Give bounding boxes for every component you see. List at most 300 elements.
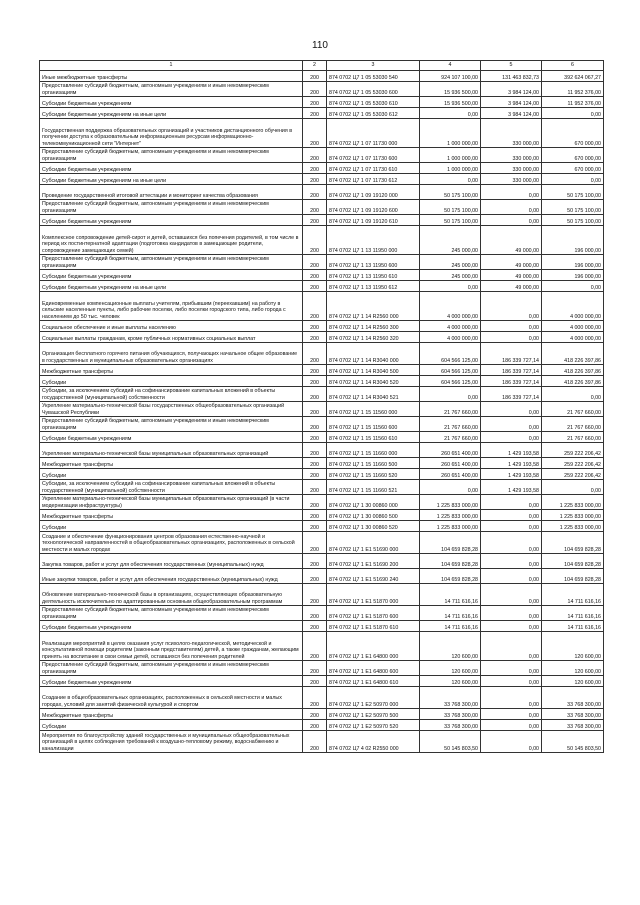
row-classification-cell: 874 0702 Ц7 1 13 11950 000	[327, 226, 420, 255]
row-code-cell: 200	[303, 632, 327, 661]
row-name-cell: Организация бесплатного горячего питания обучающихся, получающих начальное общее образование в государственных и муниципальных образовательных организациях	[40, 343, 303, 365]
table-row	[40, 584, 604, 606]
row-value-col5-cell: 0,00	[481, 632, 542, 661]
row-name-cell: Субсидии бюджетным учреждениям	[40, 270, 303, 281]
row-code-cell: 200	[303, 532, 327, 554]
table-row	[40, 417, 604, 432]
table-row	[40, 687, 604, 709]
row-code-cell: 200	[303, 321, 327, 332]
row-value-col6-cell: 259 222 206,42	[542, 469, 604, 480]
row-code-cell: 200	[303, 292, 327, 321]
table-row	[40, 443, 604, 458]
row-value-col4-cell: 14 711 616,16	[420, 584, 481, 606]
table-row	[40, 97, 604, 108]
row-classification-cell: 874 0702 Ц7 4 02 R2550 000	[327, 731, 420, 753]
row-name-cell: Субсидии	[40, 376, 303, 387]
row-name-cell: Создание и обеспечение функционирования центров образования естественно-научной и технологической направленностей в общеобразовательных организациях, расположенных в сельской местности и малых городах	[40, 532, 303, 554]
row-classification-cell: 874 0702 Ц7 1 E1 64800 610	[327, 676, 420, 687]
row-value-col5-cell: 49 000,00	[481, 226, 542, 255]
row-value-col5-cell: 131 463 832,73	[481, 71, 542, 82]
row-classification-cell: 874 0702 Ц7 1 E2 50970 500	[327, 709, 420, 720]
row-code-cell: 200	[303, 720, 327, 731]
row-value-col6-cell: 1 225 833 000,00	[542, 510, 604, 521]
row-value-col4-cell: 104 659 828,28	[420, 554, 481, 569]
row-classification-cell: 874 0702 Ц7 1 E1 51870 600	[327, 606, 420, 621]
row-value-col4-cell: 1 225 833 000,00	[420, 521, 481, 532]
row-name-cell: Государственная поддержка образовательных организаций и участников дистанционного обучения в получении доступа к образовательным информационным ресурсам информационно-телекоммуникационной сети "Интернет"	[40, 119, 303, 148]
row-classification-cell: 874 0702 Ц7 1 07 11730 600	[327, 148, 420, 163]
row-value-col4-cell: 924 107 100,00	[420, 71, 481, 82]
row-value-col4-cell: 1 225 833 000,00	[420, 510, 481, 521]
row-name-cell: Укрепление материально-технической базы муниципальных образовательных организаций (в части модернизации инфраструктуры)	[40, 495, 303, 510]
row-name-cell: Субсидии бюджетным учреждениям на иные цели	[40, 108, 303, 119]
row-name-cell: Межбюджетные трансферты	[40, 510, 303, 521]
table-row	[40, 709, 604, 720]
row-name-cell: Мероприятия по благоустройству зданий государственных и муниципальных общеобразовательных организаций в целях соблюдения требований к воздушно-тепловому режиму, водоснабжению и канализации	[40, 731, 303, 753]
row-value-col5-cell: 0,00	[481, 200, 542, 215]
row-value-col5-cell: 1 429 193,58	[481, 443, 542, 458]
row-value-col4-cell: 33 768 300,00	[420, 709, 481, 720]
row-value-col4-cell: 4 000 000,00	[420, 321, 481, 332]
row-value-col6-cell: 120 600,00	[542, 661, 604, 676]
row-value-col5-cell: 3 984 124,00	[481, 108, 542, 119]
row-value-col6-cell: 0,00	[542, 174, 604, 185]
row-value-col6-cell: 259 222 206,42	[542, 458, 604, 469]
table-row	[40, 469, 604, 480]
row-value-col4-cell: 21 767 660,00	[420, 417, 481, 432]
table-row	[40, 226, 604, 255]
row-value-col6-cell: 418 226 397,86	[542, 376, 604, 387]
row-value-col5-cell: 186 339 727,14	[481, 376, 542, 387]
row-classification-cell: 874 0702 Ц7 1 E1 64800 600	[327, 661, 420, 676]
row-value-col6-cell: 670 000,00	[542, 148, 604, 163]
row-classification-cell: 874 0702 Ц7 1 09 19120 000	[327, 185, 420, 200]
table-row	[40, 554, 604, 569]
row-value-col6-cell: 11 952 376,00	[542, 82, 604, 97]
row-classification-cell: 874 0702 Ц7 1 13 11950 600	[327, 255, 420, 270]
row-value-col5-cell: 1 429 193,58	[481, 480, 542, 495]
row-classification-cell: 874 0702 Ц7 1 15 11560 600	[327, 417, 420, 432]
column-header: 3	[327, 61, 420, 71]
row-classification-cell: 874 0702 Ц7 1 14 R3040 500	[327, 365, 420, 376]
row-value-col6-cell: 33 768 300,00	[542, 687, 604, 709]
row-value-col5-cell: 0,00	[481, 606, 542, 621]
row-value-col4-cell: 50 175 100,00	[420, 215, 481, 226]
row-value-col6-cell: 4 000 000,00	[542, 321, 604, 332]
column-header: 6	[542, 61, 604, 71]
row-value-col6-cell: 0,00	[542, 108, 604, 119]
row-value-col6-cell: 33 768 300,00	[542, 709, 604, 720]
row-value-col6-cell: 418 226 397,86	[542, 365, 604, 376]
row-classification-cell: 874 0702 Ц7 1 15 11660 521	[327, 480, 420, 495]
row-code-cell: 200	[303, 108, 327, 119]
row-name-cell: Субсидии бюджетным учреждениям	[40, 215, 303, 226]
row-code-cell: 200	[303, 255, 327, 270]
row-value-col6-cell: 196 000,00	[542, 226, 604, 255]
row-value-col6-cell: 50 175 100,00	[542, 185, 604, 200]
table-row	[40, 321, 604, 332]
row-value-col4-cell: 245 000,00	[420, 270, 481, 281]
row-value-col6-cell: 21 767 660,00	[542, 402, 604, 417]
row-classification-cell: 874 0702 Ц7 1 09 19120 600	[327, 200, 420, 215]
row-code-cell: 200	[303, 174, 327, 185]
row-code-cell: 200	[303, 119, 327, 148]
row-name-cell: Предоставление субсидий бюджетным, автономным учреждениям и иным некоммерческим организациям	[40, 606, 303, 621]
row-value-col6-cell: 33 768 300,00	[542, 720, 604, 731]
table-row	[40, 343, 604, 365]
row-value-col4-cell: 104 659 828,28	[420, 569, 481, 584]
row-code-cell: 200	[303, 443, 327, 458]
row-classification-cell: 874 0702 Ц7 1 15 11660 500	[327, 458, 420, 469]
row-value-col4-cell: 50 175 100,00	[420, 200, 481, 215]
column-header: 4	[420, 61, 481, 71]
row-value-col5-cell: 0,00	[481, 687, 542, 709]
row-classification-cell: 874 0702 Ц7 1 E2 50970 520	[327, 720, 420, 731]
table-row	[40, 402, 604, 417]
row-value-col5-cell: 0,00	[481, 569, 542, 584]
row-name-cell: Социальное обеспечение и иные выплаты населению	[40, 321, 303, 332]
row-name-cell: Субсидии	[40, 521, 303, 532]
table-row	[40, 521, 604, 532]
row-code-cell: 200	[303, 387, 327, 402]
row-value-col6-cell: 50 175 100,00	[542, 215, 604, 226]
row-classification-cell: 874 0702 Ц7 1 E1 51870 610	[327, 621, 420, 632]
table-row	[40, 281, 604, 292]
row-name-cell: Межбюджетные трансферты	[40, 709, 303, 720]
row-value-col5-cell: 0,00	[481, 332, 542, 343]
table-row	[40, 119, 604, 148]
row-value-col4-cell: 50 175 100,00	[420, 185, 481, 200]
row-code-cell: 200	[303, 687, 327, 709]
row-classification-cell: 874 0702 Ц7 1 E1 51690 240	[327, 569, 420, 584]
table-row	[40, 200, 604, 215]
row-classification-cell: 874 0702 Ц7 1 E2 50970 000	[327, 687, 420, 709]
row-value-col5-cell: 0,00	[481, 676, 542, 687]
budget-table-wrapper	[39, 60, 603, 753]
row-value-col4-cell: 14 711 616,16	[420, 621, 481, 632]
row-value-col4-cell: 0,00	[420, 480, 481, 495]
row-value-col4-cell: 4 000 000,00	[420, 332, 481, 343]
row-classification-cell: 874 0702 Ц7 1 09 19120 610	[327, 215, 420, 226]
row-value-col5-cell: 0,00	[481, 495, 542, 510]
row-value-col4-cell: 1 000 000,00	[420, 163, 481, 174]
row-value-col4-cell: 21 767 660,00	[420, 402, 481, 417]
row-value-col5-cell: 49 000,00	[481, 255, 542, 270]
row-value-col6-cell: 418 226 397,86	[542, 343, 604, 365]
row-value-col6-cell: 104 659 828,28	[542, 554, 604, 569]
row-name-cell: Предоставление субсидий бюджетным, автономным учреждениям и иным некоммерческим организациям	[40, 255, 303, 270]
row-value-col4-cell: 1 000 000,00	[420, 148, 481, 163]
row-code-cell: 200	[303, 215, 327, 226]
table-row	[40, 569, 604, 584]
row-value-col6-cell: 1 225 833 000,00	[542, 495, 604, 510]
row-value-col4-cell: 4 000 000,00	[420, 292, 481, 321]
row-classification-cell: 874 0702 Ц7 1 13 11950 612	[327, 281, 420, 292]
row-name-cell: Реализация мероприятий в целях оказания услуг психолого-педагогической, методической и консультативной помощи родителям (законным представителям) детей, а также гражданам, желающим принять на воспитание в свои семьи детей, оставшихся без попечения родителей	[40, 632, 303, 661]
row-value-col6-cell: 50 145 803,50	[542, 731, 604, 753]
row-classification-cell: 874 0702 Ц7 1 14 R2560 000	[327, 292, 420, 321]
table-row	[40, 661, 604, 676]
table-row	[40, 174, 604, 185]
row-value-col5-cell: 0,00	[481, 521, 542, 532]
row-name-cell: Субсидии, за исключением субсидий на софинансирование капитальных вложений в объекты государственной (муниципальной) собственности	[40, 387, 303, 402]
row-value-col5-cell: 49 000,00	[481, 270, 542, 281]
row-classification-cell: 874 0702 Ц7 1 E1 51870 000	[327, 584, 420, 606]
row-classification-cell: 874 0702 Ц7 1 14 R2560 320	[327, 332, 420, 343]
row-code-cell: 200	[303, 469, 327, 480]
row-name-cell: Субсидии бюджетным учреждениям на иные цели	[40, 174, 303, 185]
table-row	[40, 185, 604, 200]
row-code-cell: 200	[303, 148, 327, 163]
row-value-col5-cell: 0,00	[481, 621, 542, 632]
row-value-col6-cell: 120 600,00	[542, 676, 604, 687]
row-value-col5-cell: 330 000,00	[481, 174, 542, 185]
row-name-cell: Комплексное сопровождение детей-сирот и детей, оставшихся без попечения родителей, в том числе в период их постинтернатной адаптации (подготовка кандидатов в замещающие родители, сопровождение замещающих семей)	[40, 226, 303, 255]
row-value-col5-cell: 330 000,00	[481, 148, 542, 163]
row-code-cell: 200	[303, 185, 327, 200]
row-code-cell: 200	[303, 521, 327, 532]
table-row	[40, 148, 604, 163]
column-number-row	[40, 61, 604, 71]
row-value-col4-cell: 14 711 616,16	[420, 606, 481, 621]
row-value-col4-cell: 120 600,00	[420, 676, 481, 687]
row-value-col6-cell: 196 000,00	[542, 255, 604, 270]
row-value-col4-cell: 21 767 660,00	[420, 432, 481, 443]
row-value-col5-cell: 0,00	[481, 532, 542, 554]
row-code-cell: 200	[303, 270, 327, 281]
row-classification-cell: 874 0702 Ц7 1 E1 51690 200	[327, 554, 420, 569]
row-value-col5-cell: 0,00	[481, 584, 542, 606]
row-name-cell: Предоставление субсидий бюджетным, автономным учреждениям и иным некоммерческим организациям	[40, 148, 303, 163]
row-value-col5-cell: 0,00	[481, 417, 542, 432]
row-name-cell: Предоставление субсидий бюджетным, автономным учреждениям и иным некоммерческим организациям	[40, 661, 303, 676]
row-value-col4-cell: 245 000,00	[420, 226, 481, 255]
row-classification-cell: 874 0702 Ц7 1 05 53030 612	[327, 108, 420, 119]
table-row	[40, 332, 604, 343]
row-classification-cell: 874 0702 Ц7 1 07 11730 610	[327, 163, 420, 174]
table-row	[40, 215, 604, 226]
row-value-col6-cell: 104 659 828,28	[542, 569, 604, 584]
row-value-col4-cell: 120 600,00	[420, 632, 481, 661]
row-value-col4-cell: 0,00	[420, 174, 481, 185]
row-name-cell: Предоставление субсидий бюджетным, автономным учреждениям и иным некоммерческим организациям	[40, 200, 303, 215]
row-classification-cell: 874 0702 Ц7 1 E1 51690 000	[327, 532, 420, 554]
row-value-col6-cell: 50 175 100,00	[542, 200, 604, 215]
row-classification-cell: 874 0702 Ц7 1 05 53030 610	[327, 97, 420, 108]
row-value-col4-cell: 260 651 400,00	[420, 469, 481, 480]
row-code-cell: 200	[303, 569, 327, 584]
row-value-col6-cell: 120 600,00	[542, 632, 604, 661]
row-name-cell: Субсидии	[40, 469, 303, 480]
row-value-col5-cell: 0,00	[481, 185, 542, 200]
row-classification-cell: 874 0702 Ц7 1 15 11660 000	[327, 443, 420, 458]
row-value-col4-cell: 0,00	[420, 281, 481, 292]
row-value-col4-cell: 604 566 125,00	[420, 365, 481, 376]
row-code-cell: 200	[303, 281, 327, 292]
row-code-cell: 200	[303, 402, 327, 417]
row-code-cell: 200	[303, 200, 327, 215]
row-code-cell: 200	[303, 731, 327, 753]
row-name-cell: Укрепление материально-технической базы государственных общеобразовательных организаций Чувашской Республики	[40, 402, 303, 417]
row-value-col6-cell: 21 767 660,00	[542, 417, 604, 432]
row-value-col4-cell: 33 768 300,00	[420, 720, 481, 731]
row-classification-cell: 874 0702 Ц7 1 15 11660 520	[327, 469, 420, 480]
row-value-col5-cell: 186 339 727,14	[481, 387, 542, 402]
row-classification-cell: 874 0702 Ц7 1 14 R3040 520	[327, 376, 420, 387]
row-value-col6-cell: 14 711 616,16	[542, 584, 604, 606]
row-classification-cell: 874 0702 Ц7 1 14 R2560 300	[327, 321, 420, 332]
row-classification-cell: 874 0702 Ц7 1 15 11560 610	[327, 432, 420, 443]
table-row	[40, 432, 604, 443]
row-value-col4-cell: 15 936 500,00	[420, 97, 481, 108]
row-name-cell: Иные межбюджетные трансферты	[40, 71, 303, 82]
row-value-col5-cell: 0,00	[481, 510, 542, 521]
row-value-col5-cell: 0,00	[481, 321, 542, 332]
row-classification-cell: 874 0702 Ц7 1 15 11560 000	[327, 402, 420, 417]
row-name-cell: Субсидии бюджетным учреждениям	[40, 432, 303, 443]
row-value-col6-cell: 670 000,00	[542, 163, 604, 174]
row-value-col6-cell: 14 711 616,16	[542, 621, 604, 632]
table-row	[40, 82, 604, 97]
row-code-cell: 200	[303, 495, 327, 510]
row-name-cell: Социальные выплаты гражданам, кроме публичных нормативных социальных выплат	[40, 332, 303, 343]
row-code-cell: 200	[303, 365, 327, 376]
table-row	[40, 270, 604, 281]
row-value-col4-cell: 120 600,00	[420, 661, 481, 676]
row-code-cell: 200	[303, 163, 327, 174]
table-row	[40, 676, 604, 687]
row-code-cell: 200	[303, 97, 327, 108]
table-row	[40, 376, 604, 387]
row-code-cell: 200	[303, 510, 327, 521]
row-name-cell: Закупка товаров, работ и услуг для обеспечения государственных (муниципальных) нужд	[40, 554, 303, 569]
row-code-cell: 200	[303, 480, 327, 495]
row-code-cell: 200	[303, 554, 327, 569]
row-code-cell: 200	[303, 661, 327, 676]
row-value-col4-cell: 104 659 828,28	[420, 532, 481, 554]
row-code-cell: 200	[303, 584, 327, 606]
row-classification-cell: 874 0702 Ц7 1 30 00860 000	[327, 495, 420, 510]
row-name-cell: Создание в общеобразовательных организациях, расположенных в сельской местности и малых городах, условий для занятий физической культурой и спортом	[40, 687, 303, 709]
row-classification-cell: 874 0702 Ц7 1 14 R3040 000	[327, 343, 420, 365]
row-value-col5-cell: 330 000,00	[481, 119, 542, 148]
column-header: 1	[40, 61, 303, 71]
row-value-col5-cell: 0,00	[481, 432, 542, 443]
row-name-cell: Субсидии, за исключением субсидий на софинансирование капитальных вложений в объекты государственной (муниципальной) собственности	[40, 480, 303, 495]
row-value-col5-cell: 0,00	[481, 709, 542, 720]
row-value-col5-cell: 49 000,00	[481, 281, 542, 292]
table-row	[40, 255, 604, 270]
row-value-col6-cell: 104 659 828,28	[542, 532, 604, 554]
table-row	[40, 163, 604, 174]
row-value-col6-cell: 670 000,00	[542, 119, 604, 148]
row-code-cell: 200	[303, 376, 327, 387]
row-classification-cell: 874 0702 Ц7 1 13 11950 610	[327, 270, 420, 281]
row-name-cell: Иные закупки товаров, работ и услуг для обеспечения государственных (муниципальных) нужд	[40, 569, 303, 584]
row-value-col6-cell: 392 624 067,27	[542, 71, 604, 82]
row-name-cell: Субсидии	[40, 720, 303, 731]
column-header: 2	[303, 61, 327, 71]
row-value-col5-cell: 0,00	[481, 215, 542, 226]
row-value-col4-cell: 50 145 803,50	[420, 731, 481, 753]
row-value-col5-cell: 1 429 193,58	[481, 458, 542, 469]
row-value-col6-cell: 0,00	[542, 480, 604, 495]
table-row	[40, 480, 604, 495]
table-row	[40, 292, 604, 321]
table-row	[40, 387, 604, 402]
row-value-col4-cell: 604 566 125,00	[420, 343, 481, 365]
row-value-col4-cell: 245 000,00	[420, 255, 481, 270]
column-header: 5	[481, 61, 542, 71]
page-number: 110	[312, 40, 328, 51]
row-value-col4-cell: 0,00	[420, 387, 481, 402]
table-row	[40, 731, 604, 753]
row-value-col6-cell: 14 711 616,16	[542, 606, 604, 621]
row-name-cell: Субсидии бюджетным учреждениям на иные цели	[40, 281, 303, 292]
table-body	[40, 71, 604, 753]
row-code-cell: 200	[303, 226, 327, 255]
row-name-cell: Межбюджетные трансферты	[40, 365, 303, 376]
row-value-col6-cell: 0,00	[542, 387, 604, 402]
row-value-col4-cell: 1 225 833 000,00	[420, 495, 481, 510]
row-value-col6-cell: 196 000,00	[542, 270, 604, 281]
row-value-col6-cell: 11 952 376,00	[542, 97, 604, 108]
row-value-col6-cell: 259 222 206,42	[542, 443, 604, 458]
row-value-col5-cell: 0,00	[481, 292, 542, 321]
row-value-col4-cell: 260 651 400,00	[420, 443, 481, 458]
row-value-col5-cell: 3 984 124,00	[481, 82, 542, 97]
row-code-cell: 200	[303, 82, 327, 97]
row-code-cell: 200	[303, 458, 327, 469]
table-row	[40, 720, 604, 731]
table-row	[40, 621, 604, 632]
row-value-col5-cell: 0,00	[481, 661, 542, 676]
row-value-col5-cell: 1 429 193,58	[481, 469, 542, 480]
row-name-cell: Субсидии бюджетным учреждениям	[40, 97, 303, 108]
table-row	[40, 71, 604, 82]
row-code-cell: 200	[303, 332, 327, 343]
row-value-col5-cell: 330 000,00	[481, 163, 542, 174]
row-value-col4-cell: 0,00	[420, 108, 481, 119]
row-value-col4-cell: 33 768 300,00	[420, 687, 481, 709]
row-classification-cell: 874 0702 Ц7 1 30 00860 520	[327, 521, 420, 532]
row-value-col5-cell: 0,00	[481, 720, 542, 731]
row-value-col4-cell: 604 566 125,00	[420, 376, 481, 387]
row-name-cell: Субсидии бюджетным учреждениям	[40, 163, 303, 174]
row-code-cell: 200	[303, 343, 327, 365]
row-classification-cell: 874 0702 Ц7 1 07 11730 612	[327, 174, 420, 185]
row-value-col5-cell: 186 339 727,14	[481, 365, 542, 376]
table-row	[40, 365, 604, 376]
row-value-col6-cell: 0,00	[542, 281, 604, 292]
row-value-col5-cell: 186 339 727,14	[481, 343, 542, 365]
row-name-cell: Укрепление материально-технической базы муниципальных образовательных организаций	[40, 443, 303, 458]
table-row	[40, 532, 604, 554]
row-classification-cell: 874 0702 Ц7 1 E1 64800 000	[327, 632, 420, 661]
row-classification-cell: 874 0702 Ц7 1 05 53030 540	[327, 71, 420, 82]
row-code-cell: 200	[303, 676, 327, 687]
row-value-col6-cell: 21 767 660,00	[542, 432, 604, 443]
row-value-col6-cell: 4 000 000,00	[542, 332, 604, 343]
row-name-cell: Предоставление субсидий бюджетным, автономным учреждениям и иным некоммерческим организациям	[40, 417, 303, 432]
table-row	[40, 458, 604, 469]
row-value-col6-cell: 4 000 000,00	[542, 292, 604, 321]
row-value-col4-cell: 15 936 500,00	[420, 82, 481, 97]
table-row	[40, 606, 604, 621]
row-name-cell: Проведение государственной итоговой аттестации и мониторинг качества образования	[40, 185, 303, 200]
row-classification-cell: 874 0702 Ц7 1 07 11730 000	[327, 119, 420, 148]
row-code-cell: 200	[303, 417, 327, 432]
